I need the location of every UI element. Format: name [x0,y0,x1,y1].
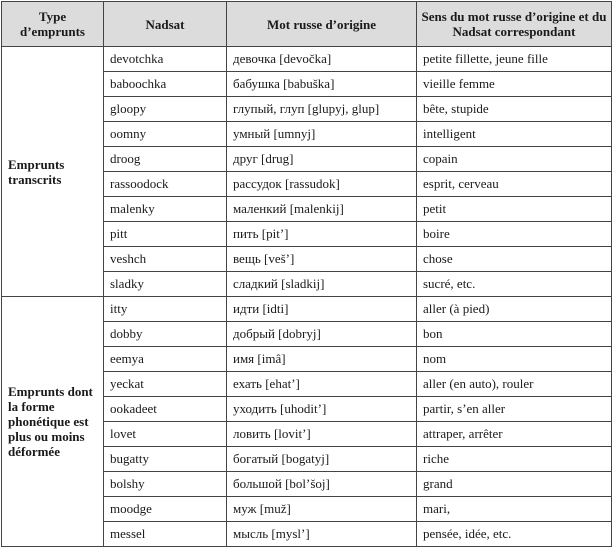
russe-cell: ловить [lovit’] [227,422,417,447]
nadsat-cell: eemya [104,347,227,372]
sens-cell: partir, s’en aller [417,397,612,422]
russe-cell: добрый [dobryj] [227,322,417,347]
header-type: Type d’emprunts [2,2,104,47]
header-sens: Sens du mot russe d’origine et du Nadsat correspondant [417,2,612,47]
sens-cell: mari, [417,497,612,522]
table-row [2,47,612,72]
russe-cell: имя [imâ] [227,347,417,372]
sens-cell: bête, stupide [417,97,612,122]
nadsat-cell: baboochka [104,72,227,97]
sens-cell: aller (en auto), rouler [417,372,612,397]
sens-cell: esprit, cerveau [417,172,612,197]
nadsat-cell: itty [104,297,227,322]
russe-cell: друг [drug] [227,147,417,172]
russe-cell: вещь [vešʼ] [227,247,417,272]
nadsat-cell: sladky [104,272,227,297]
russe-cell: муж [muž] [227,497,417,522]
russe-cell: рассудок [rassudok] [227,172,417,197]
russe-cell: мысль [mysl’] [227,522,417,547]
russe-cell: маленкий [malenkij] [227,197,417,222]
sens-cell: boire [417,222,612,247]
nadsat-cell: pitt [104,222,227,247]
nadsat-cell: veshch [104,247,227,272]
sens-cell: pensée, idée, etc. [417,522,612,547]
sens-cell: aller (à pied) [417,297,612,322]
nadsat-cell: ookadeet [104,397,227,422]
nadsat-cell: malenky [104,197,227,222]
sens-cell: bon [417,322,612,347]
sens-cell: nom [417,347,612,372]
sens-cell: chose [417,247,612,272]
header-russe: Mot russe d’origine [227,2,417,47]
nadsat-cell: yeckat [104,372,227,397]
russe-cell: пить [pit’] [227,222,417,247]
sens-cell: grand [417,472,612,497]
russe-cell: богатый [bogatyj] [227,447,417,472]
sens-cell: vieille femme [417,72,612,97]
russe-cell: большой [bolʼšoj] [227,472,417,497]
sens-cell: sucré, etc. [417,272,612,297]
sens-cell: petite fillette, jeune fille [417,47,612,72]
table-row [2,297,612,322]
russe-cell: уходить [uhodit’] [227,397,417,422]
sens-cell: petit [417,197,612,222]
header-nadsat: Nadsat [104,2,227,47]
sens-cell: riche [417,447,612,472]
header-row [2,2,612,47]
russe-cell: сладкий [sladkij] [227,272,417,297]
nadsat-cell: devotchka [104,47,227,72]
russe-cell: ехать [ehat’] [227,372,417,397]
russe-cell: идти [idti] [227,297,417,322]
sens-cell: intelligent [417,122,612,147]
russe-cell: умный [umnyj] [227,122,417,147]
russe-cell: девочка [devočka] [227,47,417,72]
table-body [2,47,612,547]
nadsat-cell: oomny [104,122,227,147]
nadsat-cell: bugatty [104,447,227,472]
nadsat-cell: droog [104,147,227,172]
russe-cell: бабушка [babuška] [227,72,417,97]
nadsat-cell: gloopy [104,97,227,122]
nadsat-cell: messel [104,522,227,547]
category-cell: Emprunts transcrits [2,47,104,297]
nadsat-vocabulary-table [1,1,612,547]
category-cell: Emprunts dont la forme phonétique est plus ou moins déformée [2,297,104,547]
nadsat-cell: dobby [104,322,227,347]
sens-cell: copain [417,147,612,172]
nadsat-cell: bolshy [104,472,227,497]
sens-cell: attraper, arrêter [417,422,612,447]
russe-cell: глупый, глуп [glupyj, glup] [227,97,417,122]
nadsat-cell: lovet [104,422,227,447]
nadsat-cell: rassoodock [104,172,227,197]
nadsat-cell: moodge [104,497,227,522]
